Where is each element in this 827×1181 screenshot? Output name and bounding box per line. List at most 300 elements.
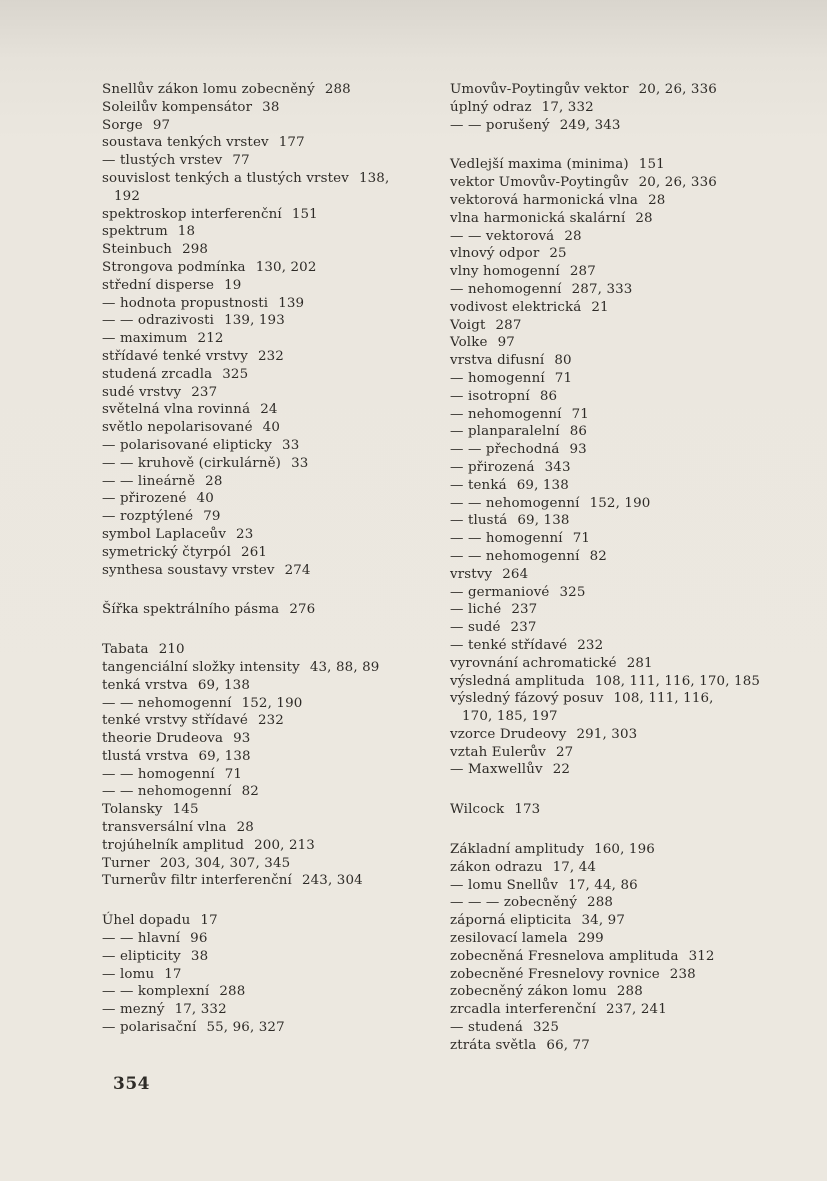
index-entry: [450, 441, 790, 459]
index-term: — sudé: [450, 620, 501, 636]
index-entry: [450, 352, 790, 370]
index-pages: 299: [577, 931, 604, 947]
index-term: Volke: [450, 335, 488, 351]
index-entry: [102, 384, 440, 402]
index-pages: 343: [544, 459, 571, 475]
index-pages: 34, 97: [581, 913, 626, 929]
index-term: Tabata: [102, 642, 149, 658]
index-pages: 243, 304: [301, 873, 363, 889]
index-term: — maximum: [102, 331, 188, 347]
index-entry: [102, 562, 440, 580]
index-pages: 97: [152, 117, 171, 133]
index-entry: [450, 673, 790, 691]
index-entry: [102, 641, 440, 659]
index-entry: [450, 299, 790, 317]
index-pages: 151: [638, 157, 665, 173]
index-term: — mezný: [102, 1002, 165, 1018]
index-entry: [102, 601, 440, 619]
index-pages: 151: [291, 206, 318, 222]
index-term: Strongova podmínka: [102, 259, 246, 275]
index-term: — lomu Snellův: [450, 877, 559, 893]
index-pages: 203, 304, 307, 345: [159, 855, 291, 871]
index-term: — isotropní: [450, 388, 530, 404]
index-pages: 232: [257, 348, 284, 364]
index-term: Vedlejší maxima (minima): [450, 157, 629, 173]
index-entry: [450, 317, 790, 335]
index-entry: [102, 930, 440, 948]
index-term: tenká vrstva: [102, 677, 188, 693]
index-pages: 93: [569, 442, 587, 458]
index-pages: 238: [669, 966, 696, 982]
index-entry: [102, 295, 440, 313]
index-entry: [450, 228, 790, 246]
index-term: světelná vlna rovinná: [102, 402, 251, 418]
index-entry: [450, 99, 790, 117]
index-entry: [450, 655, 790, 673]
index-pages: 312: [688, 948, 715, 964]
index-pages: 325: [559, 584, 586, 600]
index-term: trojúhelník amplitud: [102, 837, 245, 853]
index-entry: [102, 259, 440, 277]
index-pages: 71: [554, 370, 573, 386]
index-entry: [102, 544, 440, 562]
index-term: — — přechodná: [450, 442, 560, 458]
index-term: — — nehomogenní: [102, 695, 232, 711]
index-pages: 177: [278, 135, 305, 151]
index-pages: 27: [556, 744, 574, 760]
index-term: vztah Eulerův: [450, 744, 547, 760]
index-term: — přirozené: [102, 491, 187, 507]
index-entry: [450, 584, 790, 602]
index-pages: 69, 138: [198, 748, 251, 764]
index-pages-continued: 192: [114, 188, 141, 204]
index-entry: [450, 81, 790, 99]
index-term: — polarisované elipticky: [102, 437, 273, 453]
index-term: střídavé tenké vrstvy: [102, 348, 248, 364]
index-term: vzorce Drudeovy: [450, 726, 567, 742]
index-pages: 145: [172, 802, 199, 818]
index-pages: 108, 111, 116, 170, 185: [594, 673, 761, 689]
index-pages: 80: [554, 353, 572, 369]
index-term: výsledná amplituda: [450, 673, 585, 689]
index-entry: [102, 117, 440, 135]
index-entry: [102, 730, 440, 748]
index-term: tangenciální složky intensity: [102, 659, 300, 675]
index-term: — — lineárně: [102, 473, 196, 489]
index-pages: 139: [278, 295, 305, 311]
index-pages: 287, 333: [571, 281, 633, 297]
index-pages: 43, 88, 89: [309, 659, 380, 675]
index-entry: [450, 894, 790, 912]
index-term: vektor Umovův-Poytingův: [450, 175, 629, 191]
index-pages: 298: [182, 242, 209, 258]
index-entry: [102, 712, 440, 730]
index-pages: 71: [572, 531, 591, 547]
index-entry: [102, 437, 440, 455]
index-entry: [102, 170, 440, 206]
index-pages: 55, 96, 327: [206, 1020, 285, 1036]
index-pages: 237: [510, 620, 537, 636]
index-term: vrstvy: [450, 566, 493, 582]
index-entry: [450, 548, 790, 566]
index-entry: [102, 1019, 440, 1037]
index-entry: [102, 419, 440, 437]
index-term: — tlustá: [450, 513, 508, 529]
index-pages: 18: [177, 224, 196, 240]
section-gap: [450, 819, 790, 841]
index-pages: 108, 111, 116,: [613, 691, 714, 707]
index-entry: [450, 281, 790, 299]
index-pages: 28: [648, 192, 666, 208]
index-term: Umovův-Poytingův vektor: [450, 82, 629, 97]
index-term: theorie Drudeova: [102, 731, 224, 747]
index-entry: [450, 174, 790, 192]
index-pages: 82: [241, 784, 259, 800]
index-term: — Maxwellův: [450, 762, 543, 778]
index-pages: 288: [324, 82, 351, 97]
index-term: sudé vrstvy: [102, 384, 182, 400]
index-pages: 86: [539, 388, 558, 404]
index-entry: [450, 841, 790, 859]
index-term: tenké vrstvy střídavé: [102, 713, 248, 729]
index-term: — — vektorová: [450, 228, 555, 244]
index-pages: 237, 241: [606, 1002, 667, 1018]
index-pages: 138,: [358, 170, 390, 186]
index-term: světlo nepolarisované: [102, 420, 253, 436]
index-pages: 276: [289, 602, 316, 618]
index-pages: 17, 332: [541, 99, 594, 115]
index-entry: [450, 983, 790, 1001]
index-pages: 237: [191, 384, 218, 400]
index-term: Voigt: [450, 317, 486, 333]
index-pages: 33: [282, 437, 300, 453]
index-entry: [450, 948, 790, 966]
index-term: — tenká: [450, 477, 507, 493]
index-pages: 325: [222, 366, 249, 382]
index-term: Tolansky: [102, 802, 163, 818]
index-entry: [450, 859, 790, 877]
index-term: — — kruhově (cirkulárně): [102, 455, 282, 471]
index-term: Turnerův filtr interferenční: [102, 873, 292, 889]
index-term: zákon odrazu: [450, 859, 543, 875]
index-entry: [450, 192, 790, 210]
index-term: záporná elipticita: [450, 913, 572, 929]
index-pages: 40: [262, 420, 280, 436]
index-term: souvislost tenkých a tlustých vrstev: [102, 170, 349, 186]
index-entry: [450, 619, 790, 637]
index-term: — planparalelní: [450, 424, 560, 440]
index-term: zrcadla interferenční: [450, 1002, 597, 1018]
index-pages: 23: [236, 526, 254, 542]
index-term: ztráta světla: [450, 1037, 537, 1053]
index-pages: 212: [197, 331, 224, 347]
index-entry: [450, 912, 790, 930]
index-entry: [450, 477, 790, 495]
index-entry: [102, 134, 440, 152]
index-entry: [102, 983, 440, 1001]
index-pages: 152, 190: [241, 695, 303, 711]
section-gap: [102, 619, 440, 641]
index-entry: [450, 690, 790, 726]
index-entry: [102, 401, 440, 419]
index-pages: 40: [196, 491, 214, 507]
index-term: Soleilův kompensátor: [102, 99, 253, 115]
index-pages: 28: [236, 820, 254, 836]
index-pages: 325: [532, 1020, 559, 1036]
index-pages: 86: [569, 424, 588, 440]
index-entry: [102, 948, 440, 966]
index-pages: 25: [549, 246, 567, 262]
index-term: Steinbuch: [102, 242, 173, 258]
index-term: vyrovnání achromatické: [450, 655, 617, 671]
index-entry: [102, 508, 440, 526]
index-pages: 287: [569, 264, 596, 280]
index-entry: [450, 512, 790, 530]
index-entry: [102, 223, 440, 241]
index-pages: 69, 138: [197, 677, 251, 693]
index-entry: [450, 495, 790, 513]
index-term: — elipticity: [102, 948, 181, 964]
index-term: transversální vlna: [102, 820, 227, 836]
index-pages: 237: [511, 602, 538, 618]
index-term: Úhel dopadu: [102, 913, 191, 929]
index-pages: 249, 343: [559, 117, 621, 133]
index-term: Snellův zákon lomu zobecněný: [102, 82, 315, 97]
index-pages-continued: 170, 185, 197: [462, 709, 558, 725]
index-term: symbol Laplaceův: [102, 526, 227, 542]
index-pages: 291, 303: [576, 726, 638, 742]
index-entry: [450, 566, 790, 584]
index-term: vlna harmonická skalární: [450, 210, 626, 226]
index-pages: 77: [232, 153, 250, 169]
index-term: studená zrcadla: [102, 366, 213, 382]
index-entry: [102, 783, 440, 801]
index-pages: 20, 26, 336: [638, 82, 717, 97]
index-pages: 17, 44: [552, 859, 597, 875]
index-term: — — nehomogenní: [102, 784, 232, 800]
index-term: zesilovací lamela: [450, 931, 568, 947]
index-term: synthesa soustavy vrstev: [102, 562, 275, 578]
index-pages: 21: [591, 299, 609, 315]
index-term: spektrum: [102, 224, 168, 240]
index-term: — — homogenní: [102, 766, 215, 782]
index-entry: [102, 855, 440, 873]
section-gap: [450, 134, 790, 156]
index-entry: [102, 748, 440, 766]
index-term: — rozptýlené: [102, 509, 194, 525]
index-pages: 22: [552, 762, 571, 778]
index-pages: 139, 193: [224, 313, 285, 329]
index-entry: [450, 423, 790, 441]
index-entry: [450, 245, 790, 263]
index-entry: [102, 152, 440, 170]
index-term: vektorová harmonická vlna: [450, 192, 639, 208]
index-entry: [102, 526, 440, 544]
index-pages: 17: [200, 913, 218, 929]
index-pages: 173: [514, 802, 541, 818]
index-entry: [102, 1001, 440, 1019]
index-term: — liché: [450, 602, 502, 618]
index-pages: 274: [284, 562, 311, 578]
index-pages: 38: [262, 99, 280, 115]
index-pages: 28: [635, 210, 653, 226]
index-pages: 232: [257, 713, 284, 729]
index-term: vrstva difusní: [450, 353, 545, 369]
index-entry: [450, 801, 790, 819]
index-term: — — odrazivosti: [102, 313, 215, 329]
index-entry: [450, 334, 790, 352]
index-term: — — — zobecněný: [450, 895, 578, 911]
index-entry: [102, 473, 440, 491]
index-term: — přirozená: [450, 459, 535, 475]
index-term: Wilcock: [450, 802, 505, 818]
index-pages: 17: [164, 966, 182, 982]
index-pages: 261: [241, 544, 268, 560]
index-pages: 79: [203, 509, 221, 525]
index-entry: [450, 210, 790, 228]
index-pages: 287: [495, 317, 522, 333]
index-entry: [102, 766, 440, 784]
index-pages: 71: [224, 766, 243, 782]
index-entry: [102, 837, 440, 855]
index-pages: 288: [616, 984, 643, 1000]
index-pages: 28: [564, 228, 582, 244]
index-entry: [450, 1037, 790, 1055]
section-gap: [450, 779, 790, 801]
index-entry: [102, 801, 440, 819]
index-pages: 24: [260, 402, 278, 418]
index-column-right: [450, 81, 790, 1055]
index-pages: 96: [190, 931, 208, 947]
index-entry: [450, 966, 790, 984]
index-entry: [450, 744, 790, 762]
index-pages: 69, 138: [517, 513, 570, 529]
index-entry: [102, 241, 440, 259]
index-entry: [450, 459, 790, 477]
index-entry: [102, 455, 440, 473]
index-entry: [450, 601, 790, 619]
index-entry: [102, 312, 440, 330]
index-entry: [450, 370, 790, 388]
index-entry: [450, 117, 790, 135]
index-pages: 20, 26, 336: [638, 175, 717, 191]
index-term: vlny homogenní: [450, 264, 560, 280]
index-term: vlnový odpor: [450, 246, 540, 262]
index-term: — — nehomogenní: [450, 548, 580, 564]
index-column-left: [102, 81, 440, 1037]
index-entry: [102, 966, 440, 984]
index-pages: 288: [587, 895, 614, 911]
index-pages: 200, 213: [254, 837, 315, 853]
section-gap: [102, 579, 440, 601]
index-pages: 17, 332: [174, 1002, 227, 1018]
index-entry: [450, 406, 790, 424]
index-entry: [102, 872, 440, 890]
index-pages: 281: [626, 655, 653, 671]
index-entry: [450, 726, 790, 744]
index-entry: [450, 637, 790, 655]
index-term: — tenké střídavé: [450, 637, 568, 653]
index-term: výsledný fázový posuv: [450, 691, 604, 707]
index-entry: [450, 388, 790, 406]
index-term: — — homogenní: [450, 531, 563, 547]
index-entry: [102, 490, 440, 508]
index-term: — — porušený: [450, 117, 550, 133]
index-entry: [102, 677, 440, 695]
index-term: zobecněný zákon lomu: [450, 984, 607, 1000]
index-term: — tlustých vrstev: [102, 153, 223, 169]
index-pages: 160, 196: [594, 842, 655, 858]
index-term: — — komplexní: [102, 984, 210, 1000]
index-term: zobecněná Fresnelova amplituda: [450, 948, 679, 964]
index-entry: [102, 330, 440, 348]
index-pages: 82: [589, 548, 607, 564]
index-term: — nehomogenní: [450, 281, 562, 297]
index-entry: [102, 206, 440, 224]
index-term: vodivost elektrická: [450, 299, 582, 315]
index-pages: 232: [577, 637, 604, 653]
index-term: — hodnota propustnosti: [102, 295, 269, 311]
index-term: — germaniové: [450, 584, 550, 600]
index-entry: [102, 819, 440, 837]
index-entry: [102, 348, 440, 366]
index-term: — studená: [450, 1020, 523, 1036]
index-entry: [102, 277, 440, 295]
index-pages: 33: [291, 455, 309, 471]
index-entry: [102, 912, 440, 930]
index-term: — polarisační: [102, 1020, 197, 1036]
index-entry: [450, 930, 790, 948]
index-entry: [450, 877, 790, 895]
index-term: Šířka spektrálního pásma: [102, 602, 280, 618]
index-entry: [450, 263, 790, 281]
index-entry: [102, 695, 440, 713]
index-term: — nehomogenní: [450, 406, 562, 422]
index-term: — homogenní: [450, 370, 545, 386]
index-pages: 28: [205, 473, 223, 489]
index-pages: 264: [502, 566, 529, 582]
index-pages: 210: [158, 642, 185, 658]
index-entry: [102, 81, 440, 99]
index-term: soustava tenkých vrstev: [102, 135, 269, 151]
index-entry: [450, 530, 790, 548]
index-term: zobecněné Fresnelovy rovnice: [450, 966, 660, 982]
index-term: spektroskop interferenční: [102, 206, 282, 222]
index-entry: [102, 366, 440, 384]
index-pages: 69, 138: [516, 477, 569, 493]
index-pages: 152, 190: [589, 495, 651, 511]
index-term: tlustá vrstva: [102, 748, 189, 764]
index-pages: 130, 202: [255, 259, 317, 275]
index-pages: 17, 44, 86: [568, 877, 638, 893]
index-term: — — nehomogenní: [450, 495, 580, 511]
index-pages: 71: [571, 406, 589, 422]
index-pages: 19: [224, 277, 242, 293]
section-gap: [102, 890, 440, 912]
index-entry: [102, 99, 440, 117]
index-pages: 97: [497, 335, 515, 351]
index-entry: [450, 156, 790, 174]
index-term: symetrický čtyrpól: [102, 544, 232, 560]
index-entry: [102, 659, 440, 677]
index-term: střední disperse: [102, 277, 215, 293]
index-term: Sorge: [102, 117, 143, 133]
index-entry: [450, 761, 790, 779]
index-term: Základní amplitudy: [450, 842, 585, 858]
index-entry: [450, 1001, 790, 1019]
index-pages: 93: [233, 731, 251, 747]
index-term: — lomu: [102, 966, 155, 982]
